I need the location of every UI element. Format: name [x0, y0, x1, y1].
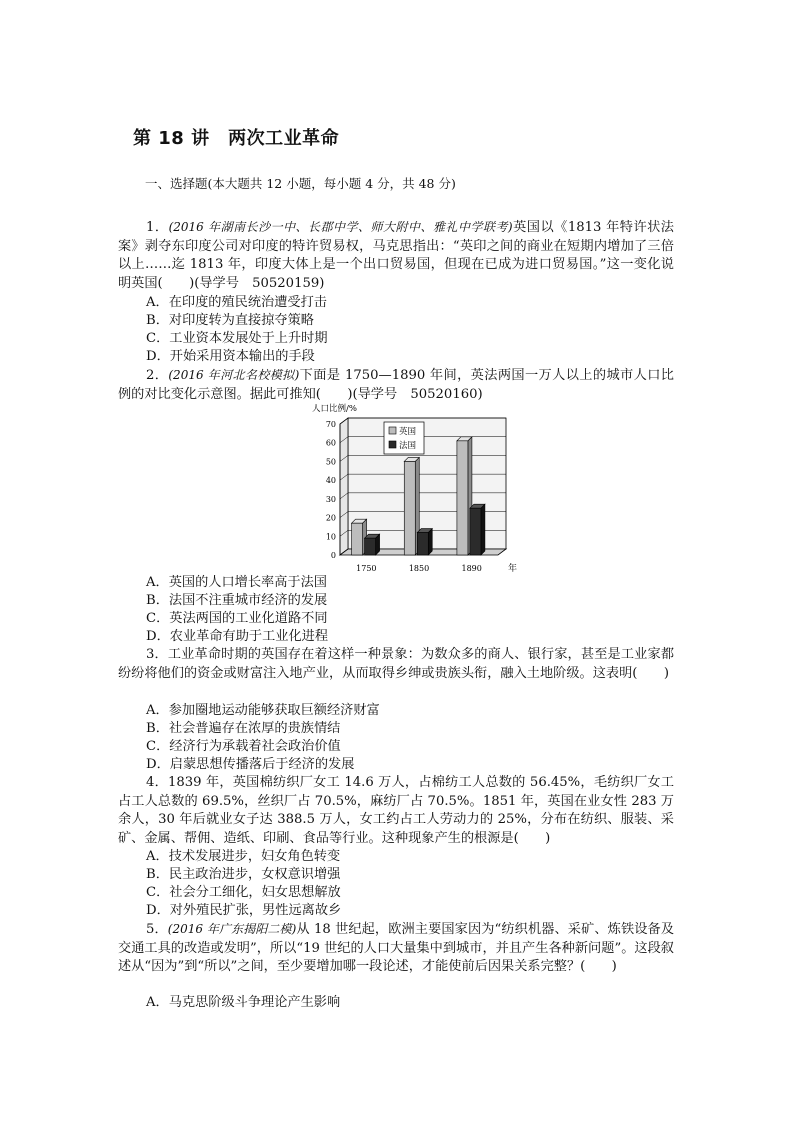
option[interactable]: D．开始采用资本输出的手段 [146, 349, 315, 364]
chart-side-wall [340, 418, 348, 555]
y-axis-label: 人口比例/% [312, 404, 357, 414]
question-number: 1． [146, 220, 169, 235]
question-number: 4． [146, 775, 169, 790]
option[interactable]: B．民主政治进步，女权意识增强 [146, 867, 341, 882]
option[interactable]: D．对外殖民扩张，男性远离故乡 [146, 903, 342, 918]
y-tick-label: 70 [325, 420, 336, 429]
option[interactable]: B．社会普遍存在浓厚的贵族情结 [146, 721, 341, 736]
bar-英国 [352, 523, 363, 555]
question-text: 下面是 1750—1890 年间，英法两国一万人以上的城市人口比例的对比变化示意图。据此可推知( )(导学号 50520160) [118, 368, 674, 402]
y-tick-label: 20 [325, 513, 336, 523]
option[interactable]: C．经济行为承载着社会政治价值 [146, 739, 341, 754]
bar-chart [310, 400, 520, 582]
option[interactable]: A．技术发展进步，妇女角色转变 [146, 849, 341, 864]
option[interactable]: A．参加圈地运动能够获取巨额经济财富 [146, 703, 380, 718]
y-tick-label: 30 [325, 494, 336, 504]
question-3 [118, 646, 674, 683]
question-number: 2． [146, 368, 169, 383]
option[interactable]: B．法国不注重城市经济的发展 [146, 593, 328, 608]
option[interactable]: A．英国的人口增长率高于法国 [146, 575, 327, 590]
option[interactable]: A．马克思阶级斗争理论产生影响 [146, 995, 341, 1010]
question-number: 3． [146, 647, 168, 662]
y-tick-label: 0 [330, 551, 336, 560]
question-text: 从 18 世纪起，欧洲主要国家因为“纺织机器、采矿、炼铁设备及交通工具的改造或发明”，所以“19 世纪的人口大量集中到城市，并且产生各种新问题”。这段叙述从“因为”到“所以”之间，至少要增加哪一段论述，才能使前后因果关系完整？( ) [118, 922, 675, 975]
question-source: (2016 年湖南长沙一中、长郡中学、师大附中、雅礼中学联考) [168, 220, 513, 234]
page-title: 第 18 讲 两次工业革命 [133, 128, 340, 149]
legend-label: 英国 [399, 427, 417, 437]
y-tick-label: 60 [325, 438, 336, 448]
question-source: (2016 年广东揭阳二模) [167, 922, 297, 936]
option[interactable]: D．农业革命有助于工业化进程 [146, 629, 329, 644]
bar-法国 [365, 538, 376, 555]
bar-法国 [470, 508, 481, 555]
legend-swatch [389, 441, 396, 448]
bar-side [428, 529, 432, 555]
option[interactable]: C．工业资本发展处于上升时期 [146, 331, 328, 346]
y-tick-label: 10 [325, 532, 336, 542]
bar-side [481, 504, 485, 555]
x-tick-label: 1890 [461, 564, 482, 573]
option[interactable]: B．对印度转为直接掠夺策略 [146, 313, 314, 328]
bar-英国 [457, 441, 468, 555]
question-text: 英国以《1813 年特许状法案》剥夺东印度公司对印度的特许贸易权，马克思指出：“英印之间的商业在短期内增加了三倍以上……迄 1813 年，印度大体上是一个出口贸易国，但现在已成为进口贸易国。”这一变化说明英国( )(导学号 50520159) [118, 220, 674, 291]
question-text: 工业革命时期的英国存在着这样一种景象：为数众多的商人、银行家，甚至是工业家都纷纷将他们的资金或财富注入地产业，从而取得乡绅或贵族头衔，融入土地阶级。这表明( ) [118, 647, 675, 681]
question-2 [118, 366, 674, 404]
section-heading: 一、选择题(本大题共 12 小题，每小题 4 分，共 48 分) [145, 176, 456, 191]
y-tick-label: 50 [325, 457, 336, 467]
legend-swatch [389, 427, 396, 434]
bar-英国 [404, 461, 415, 555]
option[interactable]: A．在印度的殖民统治遭受打击 [146, 295, 327, 310]
bar-法国 [417, 533, 428, 555]
question-1 [118, 218, 674, 293]
option[interactable]: C．社会分工细化，妇女思想解放 [146, 885, 341, 900]
option[interactable]: D．启蒙思想传播落后于经济的发展 [146, 757, 355, 772]
x-tick-label: 1750 [356, 564, 377, 573]
legend-label: 法国 [399, 441, 417, 451]
question-5 [118, 920, 674, 977]
option[interactable]: C．英法两国的工业化道路不同 [146, 611, 328, 626]
y-tick-label: 40 [325, 476, 336, 486]
question-source: (2016 年河北名校模拟) [168, 368, 300, 382]
chart-svg [310, 400, 520, 578]
question-4 [118, 774, 674, 848]
x-axis-label: 年 [508, 564, 518, 574]
question-text: 1839 年，英国棉纺织厂女工 14.6 万人，占棉纺工人总数的 56.45%，毛纺织厂女工占工人总数的 69.5%，丝织厂占 70.5%，麻纺厂占 70.5%。1851 年，英国在业女性 283 万余人，30 年后就业女子达 388.5 万人，女工约占工人劳动力的 25%，分布在纺织、服装、采矿、金属、帮佣、造纸、印刷、食品等行业。这种现象产生的根源是( ) [118, 775, 675, 846]
x-tick-label: 1850 [408, 564, 430, 573]
question-number: 5． [146, 922, 168, 937]
bar-side [376, 534, 380, 555]
